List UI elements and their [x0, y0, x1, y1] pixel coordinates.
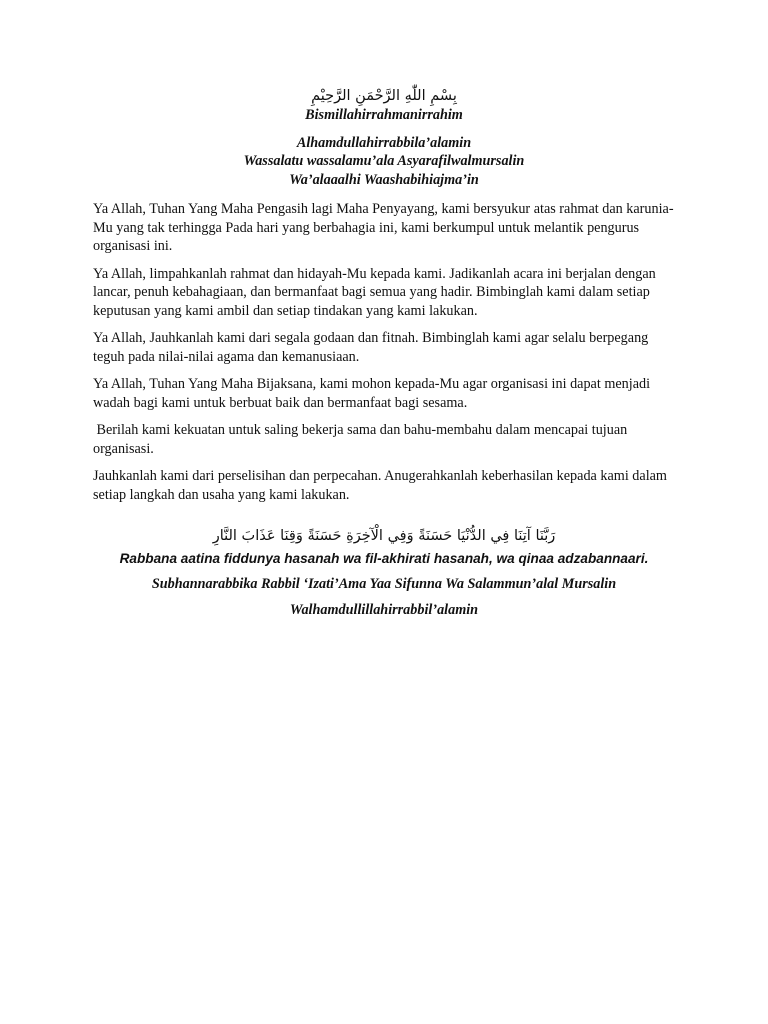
closing-line-2: Walhamdullillahirrabbil’alamin [289, 601, 479, 618]
closing-line-1: Subhannarabbika Rabbil ‘Izati’Ama Yaa Sifunna Wa Salammun’alal Mursalin [151, 576, 617, 592]
opening-line-2: Wassalatu wassalamu’ala Asyarafilwalmursalin [243, 153, 525, 169]
opening-line-3: Wa’alaaalhi Waashabihiajma’in [289, 171, 479, 188]
opening-praise [93, 134, 675, 190]
basmalah-latin: Bismillahirrahmanirrahim [305, 107, 463, 123]
doa-arabic: رَبَّنَا آتِنَا فِي الدُّنْيَا حَسَنَةً وَفِي الْآخِرَةِ حَسَنَةً وَقِنَا عَذَابَ النَّارِ [212, 528, 556, 544]
basmalah-arabic: بِسْمِ اللّٰهِ الرَّحْمَنِ الرَّحِيْمِ [311, 88, 457, 104]
paragraph-6: Jauhkanlah kami dari perselisihan dan perpecahan. Anugerahkanlah keberhasilan kepada kami dalam setiap langkah dan usaha yang kami lakukan. [93, 468, 667, 503]
paragraph-4: Ya Allah, Tuhan Yang Maha Bijaksana, kami mohon kepada-Mu agar organisasi ini dapat menjadi wadah bagi kami untuk berbuat baik dan bermanfaat bagi sesama. [93, 376, 651, 411]
paragraph-5: Berilah kami kekuatan untuk saling bekerja sama dan bahu-membahu dalam mencapai tujuan organisasi. [93, 422, 631, 457]
doa-latin: Rabbana aatina fiddunya hasanah wa fil-akhirati hasanah, wa qinaa adzabannaari. [119, 551, 649, 566]
paragraph-3: Ya Allah, Jauhkanlah kami dari segala godaan dan fitnah. Bimbinglah kami agar selalu berpegang teguh pada nilai-nilai agama dan kemanusiaan. [93, 330, 649, 365]
paragraph-2: Ya Allah, limpahkanlah rahmat dan hidayah-Mu kepada kami. Jadikanlah acara ini berjalan dengan lancar, penuh kebahagiaan, dan bermanfaat bagi semua yang hadir. Bimbinglah kami dalam setiap keputusan yang kami ambil dan setiap tindakan yang kami lakukan. [93, 265, 656, 319]
document-body [93, 86, 675, 619]
paragraph-1: Ya Allah, Tuhan Yang Maha Pengasih lagi Maha Penyayang, kami bersyukur atas rahmat dan karunia-Mu yang tak terhingga Pada hari yang berbahagia ini, kami berkumpul untuk melantik pengurus organisasi ini. [93, 201, 674, 254]
opening-line-1: Alhamdullahirrabbila’alamin [296, 134, 472, 151]
